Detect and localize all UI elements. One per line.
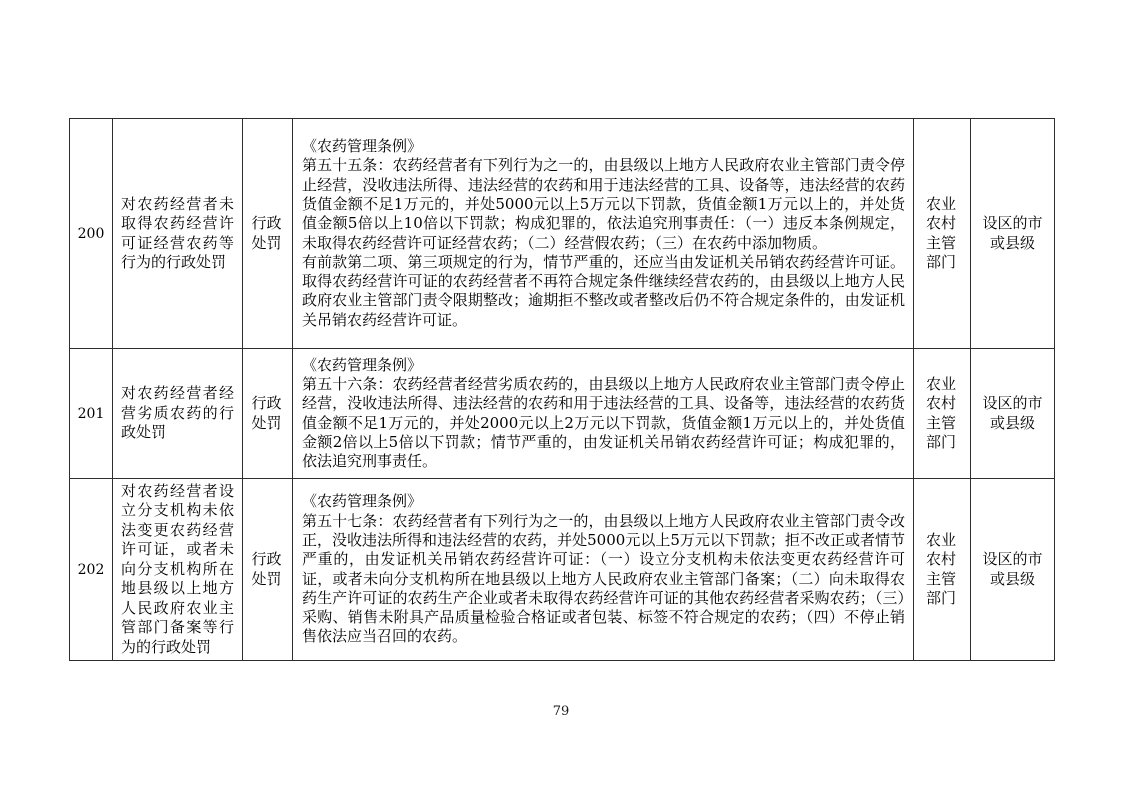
level: [971, 479, 1055, 661]
department-text: 农业农村主管部门: [926, 194, 957, 271]
basis-title: 《农药管理条例》: [302, 355, 423, 374]
punishment-type-text: 行政处罚: [251, 550, 282, 588]
legal-basis: [293, 479, 914, 661]
table-row: [70, 119, 1055, 349]
page-number: 79: [552, 704, 570, 719]
level: [971, 119, 1055, 349]
item-name: 对农药经营者设立分支机构未依法变更农药经营许可证，或者未向分支机构所在地县级以上地方人民政府农业主管部门备案等行为的行政处罚: [113, 479, 243, 661]
basis-paragraph: 第五十六条：农药经营者经营劣质农药的，由县级以上地方人民政府农业主管部门责令停止经营，没收违法所得、违法经营的农药和用于违法经营的工具、设备等，违法经营的农药货值金额不足1万元的，并处2000元以上2万元以下罚款，货值金额1万元以上的，并处货值金额2倍以上5倍以下罚款；情节严重的，由发证机关吊销农药经营许可证；构成犯罪的，依法追究刑事责任。: [302, 374, 905, 471]
punishment-type-text: 行政处罚: [251, 394, 282, 432]
item-name: 对农药经营者未取得农药经营许可证经营农药等行为的行政处罚: [113, 119, 243, 349]
basis-title: 《农药管理条例》: [302, 492, 423, 511]
item-name: 对农药经营者经营劣质农药的行政处罚: [113, 349, 243, 479]
legal-basis: [293, 119, 914, 349]
punishment-type-text: 行政处罚: [251, 214, 282, 252]
department: [914, 119, 971, 349]
level-text: 设区的市或县级: [982, 394, 1043, 432]
department: [914, 349, 971, 479]
department-text: 农业农村主管部门: [926, 374, 957, 451]
level-text: 设区的市或县级: [982, 214, 1043, 252]
table-row: [70, 479, 1055, 661]
row-id: 200: [70, 119, 113, 349]
basis-paragraph: 第五十七条：农药经营者有下列行为之一的，由县级以上地方人民政府农业主管部门责令改正，没收违法所得和违法经营的农药，并处5000元以上5万元以下罚款；拒不改正或者情节严重的，由发证机关吊销农药经营许可证：（一）设立分支机构未依法变更农药经营许可证，或者未向分支机构所在地县级以上地方人民政府农业主管部门备案；（二）向未取得农药生产许可证的农药生产企业或者未取得农药经营许可证的其他农药经营者采购农药；（三）采购、销售未附具产品质量检验合格证或者包装、标签不符合规定的农药；（四）不停止销售依法应当召回的农药。: [302, 511, 905, 646]
row-id: 202: [70, 479, 113, 661]
basis-paragraph: 第五十五条：农药经营者有下列行为之一的，由县级以上地方人民政府农业主管部门责令停止经营，没收违法所得、违法经营的农药和用于违法经营的工具、设备等，违法经营的农药货值金额不足1万元的，并处5000元以上5万元以下罚款，货值金额1万元以上的，并处货值金额5倍以上10倍以下罚款；构成犯罪的，依法追究刑事责任：（一）违反本条例规定，未取得农药经营许可证经营农药；（二）经营假农药；（三）在农药中添加物质。: [302, 156, 905, 252]
legal-basis: [293, 349, 914, 479]
department: [914, 479, 971, 661]
level: [971, 349, 1055, 479]
basis-paragraph: 有前款第二项、第三项规定的行为，情节严重的，还应当由发证机关吊销农药经营许可证。取得农药经营许可证的农药经营者不再符合规定条件继续经营农药的，由县级以上地方人民政府农业主管部门责令限期整改；逾期拒不整改或者整改后仍不符合规定条件的，由发证机关吊销农药经营许可证。: [302, 252, 905, 329]
penalty-items-table: [69, 118, 1055, 661]
department-text: 农业农村主管部门: [926, 530, 957, 607]
punishment-type: [243, 479, 293, 661]
table-row: [70, 349, 1055, 479]
level-text: 设区的市或县级: [982, 550, 1043, 588]
punishment-type: [243, 349, 293, 479]
basis-title: 《农药管理条例》: [302, 137, 423, 156]
row-id: 201: [70, 349, 113, 479]
punishment-type: [243, 119, 293, 349]
